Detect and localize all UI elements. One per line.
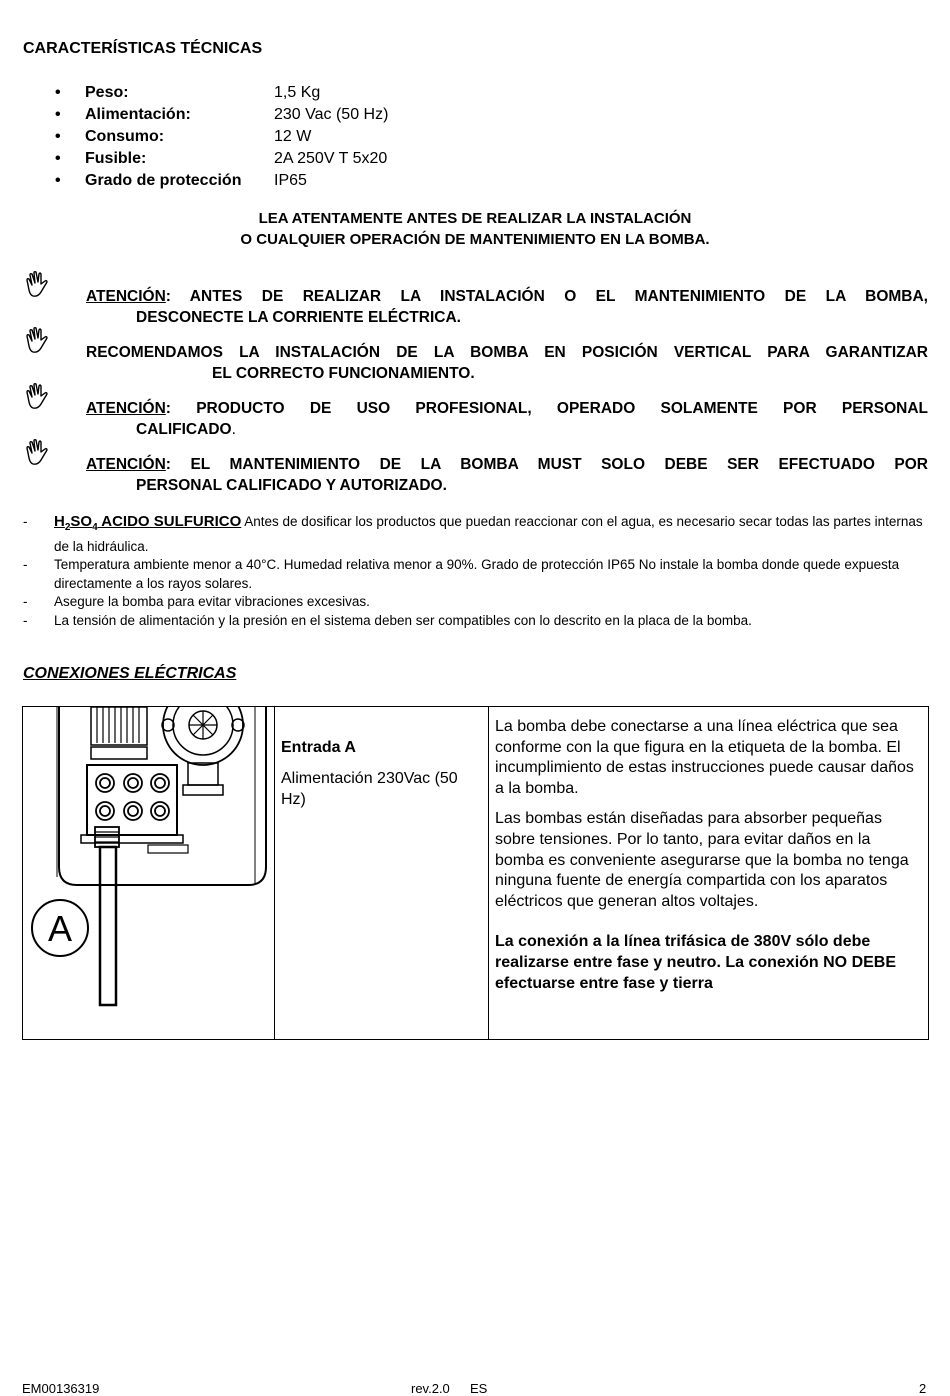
footer-revision: rev.2.0 [411, 1381, 450, 1396]
spec-label: Grado de protección [85, 172, 242, 189]
spec-value: IP65 [274, 172, 307, 189]
notes-list [23, 513, 928, 630]
spec-label: Alimentación: [85, 106, 191, 123]
warning-3-line-2: CALIFICADO. [136, 421, 236, 438]
footer-language: ES [470, 1381, 488, 1396]
connection-diagram-cell [23, 707, 275, 1040]
connection-table [22, 706, 929, 1040]
warning-4-line-1: ATENCIÓN: EL MANTENIMIENTO DE LA BOMBA MUST SOLO DEBE SER EFECTUADO POR [86, 456, 928, 473]
pump-connection-diagram [23, 707, 274, 1034]
spec-value: 1,5 Kg [274, 84, 321, 101]
spec-label: Consumo: [85, 128, 165, 145]
attention-word: ATENCIÓN [86, 456, 166, 473]
spec-value: 230 Vac (50 Hz) [274, 106, 389, 123]
h2so4-title: $H_2SO_4$ ACIDO SULFURICO [54, 513, 242, 533]
attention-word: ATENCIÓN [86, 288, 166, 305]
hand-warning-icon [23, 270, 53, 300]
attention-word: ATENCIÓN [86, 400, 166, 417]
read-notice-line-1: LEA ATENTAMENTE ANTES DE REALIZAR LA INSTALACIÓN [258, 210, 692, 227]
hand-warning-icon [23, 438, 53, 468]
connection-paragraph-3: La conexión a la línea trifásica de 380V sólo debe realizarse entre fase y neutro. La conexión NO DEBE efectuarse entre fase y tierra [495, 933, 897, 992]
read-notice-line-2: O CUALQUIER OPERACIÓN DE MANTENIMIENTO EN LA BOMBA. [240, 231, 710, 248]
note-item: - Asegure la bomba para evitar vibraciones excesivas. [23, 594, 370, 609]
warning-1-line-1: ATENCIÓN: ANTES DE REALIZAR LA INSTALACIÓN O EL MANTENIMIENTO DE LA BOMBA, [86, 288, 928, 305]
spec-value: 12 W [274, 128, 312, 145]
diagram-label-a: A [47, 908, 73, 949]
document-page: CARACTERÍSTICAS TÉCNICAS • Peso: 1,5 Kg • Alimentación: 230 Vac (50 Hz) • Consumo: 12 W • Fusible: 2A 250V T 5x20 • Grado de protección IP65 LEA ATENTAMENTE ANTES DE REALIZAR LA INSTALACIÓN O CUALQUIER OPERACIÓN DE MANTENIMIENTO EN LA BOMBA. ATENCIÓN: ANTES DE REALIZAR LA INSTALACIÓN O EL MANTENIMIENTO DE LA BOMBA, DESCONECTE LA CORRIENTE ELÉCTRICA. RECOMENDAMOS LA INSTALACIÓN DE LA BOMBA EN POSICIÓN VERTICAL PARA GARANTIZAR EL CORRECTO FUNCIONAMIENTO. ATENCIÓN: PRODUCTO DE USO PROFESIONAL, OPERADO SOLAMENTE POR PERSONAL CALIFICADO. ATENCIÓN: EL MANTENIMIENTO DE LA BOMBA MUST SOLO DEBE SER EFECTUADO POR PERSONAL CALIFICADO Y AUTORIZADO. - $H_2SO_4$ ACIDO SULFURICO Antes de dosificar los productos que puedan reaccionar con el agua, es necesario secar todas las partes internas de la hidráulica. - Temperatura ambiente menor a 40°C. Humedad relativa menor a 90%. Grado de protección IP65 No instale la bomba donde quede expuesta directamente a los rayos solares. - Asegure la bomba para evitar vibraciones excesivas. - La tensión de alimentación y la presión en el sistema deben ser compatibles con lo descrito en la placa de la bomba. CONEXIONES ELÉCTRICAS A Entrada A Alimentación 230Vac (50 Hz) La bomba debe conectarse a una línea eléctrica que sea conforme con la que figura en la etiqueta de la bomba. El incumplimiento de estas instrucciones puede causar daños a la bomba. Las bombas están diseñadas para absorber pequeñas sobre tensiones. Por lo tanto, para evitar daños en la bomba es conveniente asegurarse que la bomba no tenga ninguna fuente de energía compartida con los aparatos eléctricos que generan altos voltajes. La conexión a la línea trifásica de 380V sólo debe realizarse entre fase y neutro. La conexión NO DEBE efectuarse entre fase y tierra EM00136319 rev.2.0 ES 2 [0, 0, 950, 1396]
note-item: - La tensión de alimentación y la presión en el sistema deben ser compatibles con lo descrito en la placa de la bomba. [23, 612, 752, 628]
hand-warning-icon [23, 326, 53, 356]
connection-paragraph-1: La bomba debe conectarse a una línea eléctrica que sea conforme con la que figura en la etiqueta de la bomba. El incumplimiento de estas instrucciones puede causar daños a la bomba. [495, 718, 914, 797]
connection-notes-cell [489, 707, 929, 1040]
spec-label: Peso: [85, 84, 129, 101]
hand-warning-icon [23, 382, 53, 412]
note-item: - Temperatura ambiente menor a 40°C. Humedad relativa menor a 90%. Grado de protección IP65 No instale la bomba donde quede expuesta directamente a los rayos solares. [23, 557, 900, 591]
section-title-technical: CARACTERÍSTICAS TÉCNICAS [23, 40, 263, 57]
warning-4-line-2: PERSONAL CALIFICADO Y AUTORIZADO. [136, 477, 447, 494]
entry-description: Alimentación 230Vac (50 Hz) [281, 770, 458, 808]
entry-title: Entrada A [281, 739, 356, 756]
connection-paragraph-2: Las bombas están diseñadas para absorber pequeñas sobre tensiones. Por lo tanto, para evitar daños en la bomba es conveniente asegurarse que la bomba no tenga ninguna fuente de energía compartida con los aparatos eléctricos que generan altos voltajes. [495, 810, 909, 910]
spec-value: 2A 250V T 5x20 [274, 150, 388, 167]
footer-doc-code: EM00136319 [22, 1381, 100, 1396]
warning-2-line-1: RECOMENDAMOS LA INSTALACIÓN DE LA BOMBA EN POSICIÓN VERTICAL PARA GARANTIZAR [86, 344, 928, 361]
note-item: - $H_2SO_4$ ACIDO SULFURICO Antes de dosificar los productos que puedan reaccionar con el agua, es necesario secar todas las partes internas de la hidráulica. [23, 513, 923, 554]
connection-entry-cell [275, 707, 489, 1040]
warning-3-line-1: ATENCIÓN: PRODUCTO DE USO PROFESIONAL, OPERADO SOLAMENTE POR PERSONAL [86, 400, 928, 417]
spec-label: Fusible: [85, 150, 147, 167]
warning-1-line-2: DESCONECTE LA CORRIENTE ELÉCTRICA. [136, 309, 461, 326]
warning-2-line-2: EL CORRECTO FUNCIONAMIENTO. [212, 365, 475, 382]
footer-page-number: 2 [919, 1381, 927, 1396]
section-title-electrical: CONEXIONES ELÉCTRICAS [23, 665, 237, 682]
